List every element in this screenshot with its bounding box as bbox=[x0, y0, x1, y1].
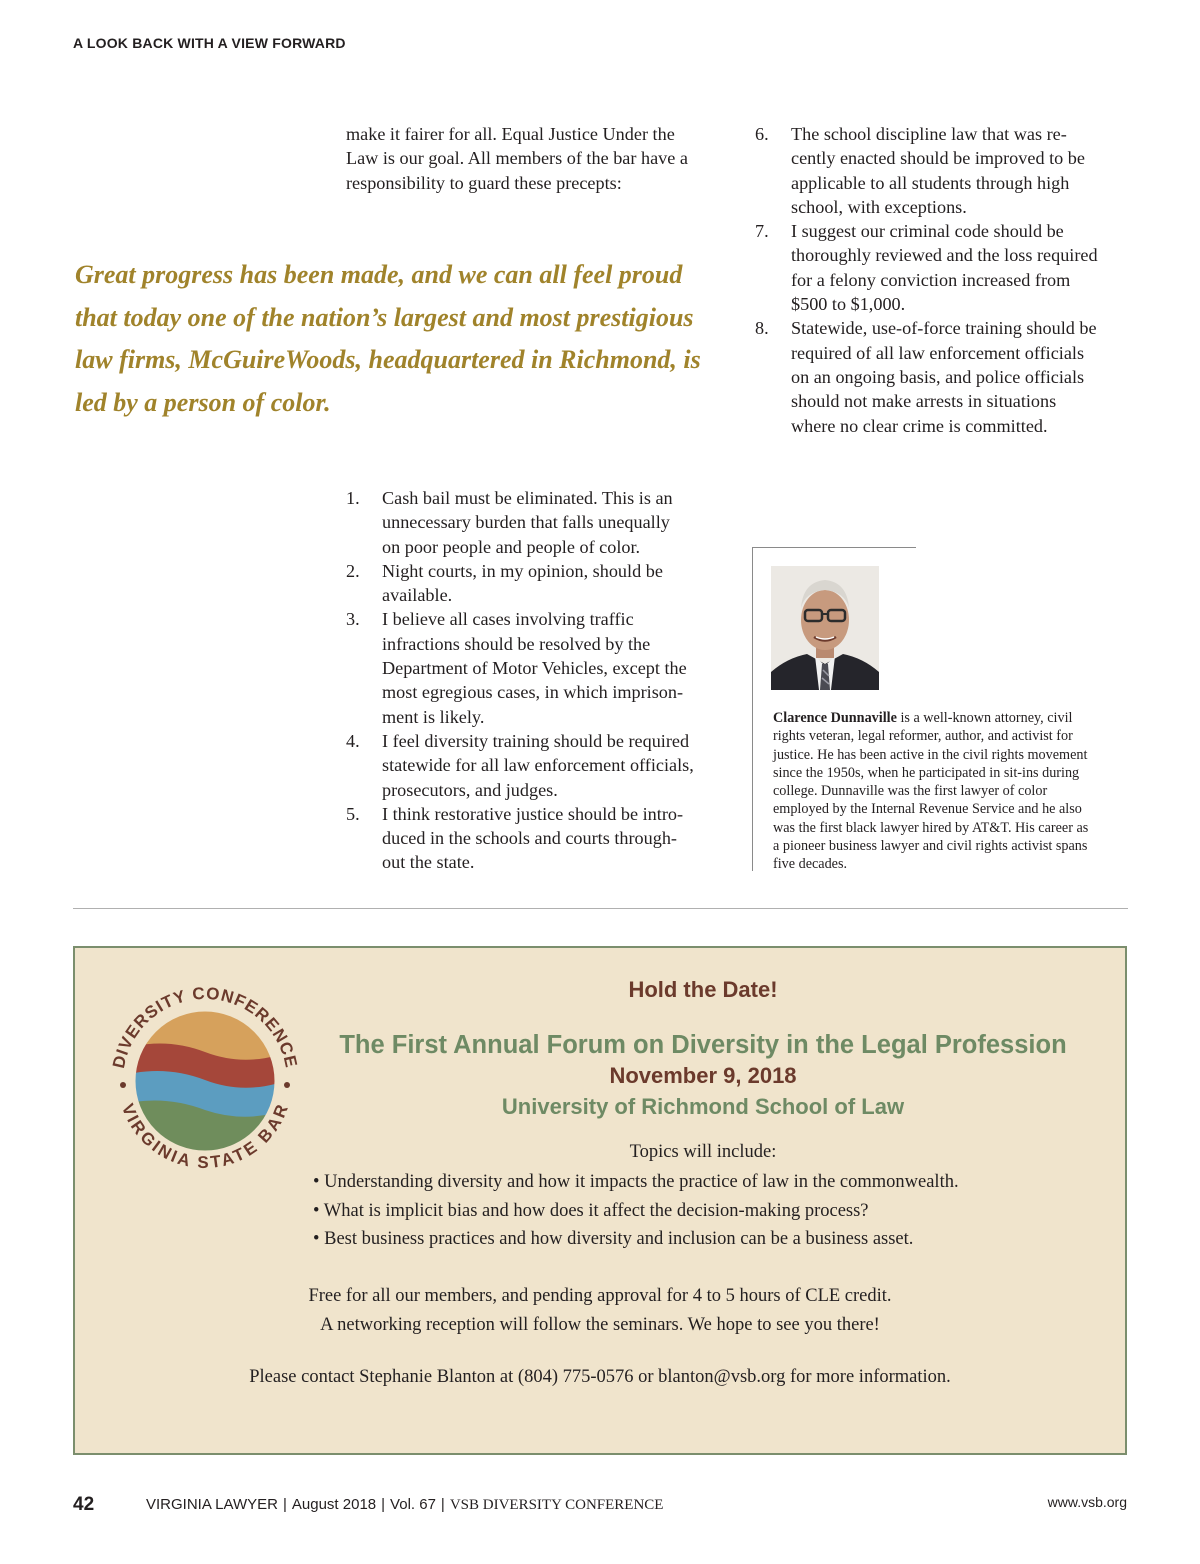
list-item-line: duced in the schools and courts through- bbox=[382, 828, 677, 849]
contact-line: Please contact Stephanie Blanton at (804) 775-0576 or blanton@vsb.org for more information. bbox=[249, 1367, 951, 1387]
event-date: November 9, 2018 bbox=[609, 1063, 797, 1088]
section-divider bbox=[73, 908, 1128, 909]
hold-the-date-heading: Hold the Date! bbox=[628, 977, 778, 1002]
list-item-line: Statewide, use-of-force training should be bbox=[791, 318, 1097, 339]
bio-line: was the first black lawyer hired by AT&T. His career as bbox=[773, 819, 1089, 836]
list-item-line: should not make arrests in situations bbox=[791, 391, 1057, 412]
list-item-line: unnecessary burden that falls unequally bbox=[382, 512, 670, 533]
list-item-line: Night courts, in my opinion, should be bbox=[382, 560, 663, 581]
bio-rule-horizontal bbox=[752, 547, 916, 548]
reception-line: A networking reception will follow the seminars. We hope to see you there! bbox=[320, 1314, 880, 1335]
list-item-line: $500 to $1,000. bbox=[791, 294, 906, 315]
bio-line: a pioneer business lawyer and civil rights activist spans bbox=[773, 838, 1088, 855]
publication-name: VIRGINIA LAWYER bbox=[146, 1496, 278, 1513]
list-item-number: 3. bbox=[346, 609, 360, 630]
list-item-line: prosecutors, and judges. bbox=[382, 779, 558, 800]
list-item-line: required of all law enforcement officials bbox=[791, 342, 1085, 363]
list-item-number: 4. bbox=[346, 730, 360, 751]
list-item-line: applicable to all students through high bbox=[791, 172, 1070, 193]
intro-line: responsibility to guard these precepts: bbox=[346, 172, 622, 193]
running-head: A LOOK BACK WITH A VIEW FORWARD bbox=[73, 35, 346, 51]
page-number: 42 bbox=[73, 1494, 95, 1515]
volume: Vol. 67 bbox=[390, 1496, 436, 1513]
list-item-number: 5. bbox=[346, 803, 360, 824]
event-details bbox=[150, 1282, 1050, 1339]
list-item-line: infractions should be resolved by the bbox=[382, 633, 651, 654]
list-item-line: I feel diversity training should be required bbox=[382, 730, 690, 751]
list-item-line: cently enacted should be improved to be bbox=[791, 148, 1085, 169]
author-photo bbox=[771, 566, 879, 690]
pull-quote-line: law firms, McGuireWoods, headquartered in Richmond, is bbox=[75, 345, 701, 374]
bio-line: justice. He has been active in the civil rights movement bbox=[773, 746, 1088, 763]
recommendations-list-left bbox=[346, 486, 718, 875]
list-item bbox=[755, 316, 1130, 437]
section-name: VSB DIVERSITY CONFERENCE bbox=[449, 1497, 664, 1513]
diversity-conference-logo bbox=[108, 984, 302, 1178]
intro-line: make it fairer for all. Equal Justice Under the bbox=[346, 124, 675, 144]
list-item bbox=[346, 607, 718, 728]
topic-item: • What is implicit bias and how does it affect the decision-making process? bbox=[313, 1200, 869, 1221]
forum-title: The First Annual Forum on Diversity in the Legal Profession bbox=[339, 1031, 1067, 1059]
list-item-line: Cash bail must be eliminated. This is an bbox=[382, 488, 673, 508]
list-item-line: on poor people and people of color. bbox=[382, 536, 641, 557]
list-item bbox=[346, 802, 718, 875]
list-item-line: thoroughly reviewed and the loss required bbox=[791, 245, 1098, 266]
list-item bbox=[755, 219, 1130, 316]
topic-item: • Understanding diversity and how it impacts the practice of law in the commonwealth. bbox=[313, 1172, 959, 1192]
list-item-number: 1. bbox=[346, 488, 360, 508]
list-item-line: I believe all cases involving traffic bbox=[382, 609, 634, 630]
list-item-line: statewide for all law enforcement officials, bbox=[382, 755, 694, 776]
logo-top-text: DIVERSITY CONFERENCE bbox=[108, 984, 302, 1071]
logo-bottom-text: VIRGINIA STATE BAR bbox=[117, 1101, 293, 1173]
list-item-line: on an ongoing basis, and police officials bbox=[791, 366, 1085, 387]
list-item bbox=[346, 729, 718, 802]
list-item-line: for a felony conviction increased from bbox=[791, 269, 1071, 290]
list-item-line: available. bbox=[382, 585, 453, 606]
list-item-line: I suggest our criminal code should be bbox=[791, 221, 1064, 242]
bio-line: since the 1950s, when he participated in sit-ins during bbox=[773, 764, 1080, 781]
event-venue: University of Richmond School of Law bbox=[501, 1094, 905, 1119]
list-item-number: 7. bbox=[755, 221, 769, 242]
bio-line: rights veteran, legal reformer, author, and activist for bbox=[773, 728, 1073, 745]
pull-quote bbox=[75, 254, 735, 424]
list-item-line: most egregious cases, in which imprison- bbox=[382, 682, 684, 703]
footer-separator: | bbox=[282, 1496, 287, 1513]
intro-paragraph bbox=[346, 122, 718, 195]
list-item-line: ment is likely. bbox=[382, 706, 485, 727]
list-item bbox=[346, 486, 718, 559]
bio-line: employed by the Internal Revenue Service and he also bbox=[773, 801, 1082, 818]
list-item-line: out the state. bbox=[382, 852, 475, 873]
pull-quote-line: that today one of the nation’s largest and most prestigious bbox=[75, 302, 694, 332]
bio-rule-vertical bbox=[752, 547, 753, 871]
list-item-line: school, with exceptions. bbox=[791, 196, 967, 217]
list-item-line: Department of Motor Vehicles, except the bbox=[382, 658, 687, 679]
recommendations-list-right bbox=[755, 122, 1130, 438]
website-link[interactable]: www.vsb.org bbox=[1047, 1494, 1127, 1510]
pull-quote-line: led by a person of color. bbox=[75, 387, 331, 417]
topics-heading: Topics will include: bbox=[629, 1142, 777, 1162]
list-item bbox=[755, 122, 1130, 219]
list-item-number: 2. bbox=[346, 560, 360, 581]
list-item-line: I think restorative justice should be intro- bbox=[382, 803, 684, 824]
cle-credit-line: Free for all our members, and pending approval for 4 to 5 hours of CLE credit. bbox=[308, 1286, 892, 1306]
footer-separator: | bbox=[381, 1496, 386, 1513]
list-item-number: 6. bbox=[755, 124, 769, 144]
author-bio bbox=[773, 709, 1133, 874]
list-item-number: 8. bbox=[755, 318, 769, 339]
bio-line: college. Dunnaville was the first lawyer of color bbox=[773, 783, 1048, 800]
pull-quote-line: Great progress has been made, and we can all feel proud bbox=[75, 260, 683, 289]
intro-line: Law is our goal. All members of the bar have a bbox=[346, 148, 688, 169]
bio-line: five decades. bbox=[773, 856, 848, 873]
bio-line: is a well-known attorney, civil bbox=[896, 710, 1073, 726]
list-item-line: where no clear crime is committed. bbox=[791, 415, 1048, 436]
list-item bbox=[346, 559, 718, 608]
topics-list bbox=[313, 1168, 1093, 1254]
list-item-line: The school discipline law that was re- bbox=[791, 124, 1067, 144]
author-name: Clarence Dunnaville bbox=[773, 710, 897, 726]
footer-separator: | bbox=[440, 1496, 445, 1513]
issue-date: August 2018 bbox=[291, 1496, 377, 1513]
topic-item: • Best business practices and how diversity and inclusion can be a business asset. bbox=[313, 1229, 914, 1249]
footer-publication-info bbox=[146, 1496, 663, 1514]
